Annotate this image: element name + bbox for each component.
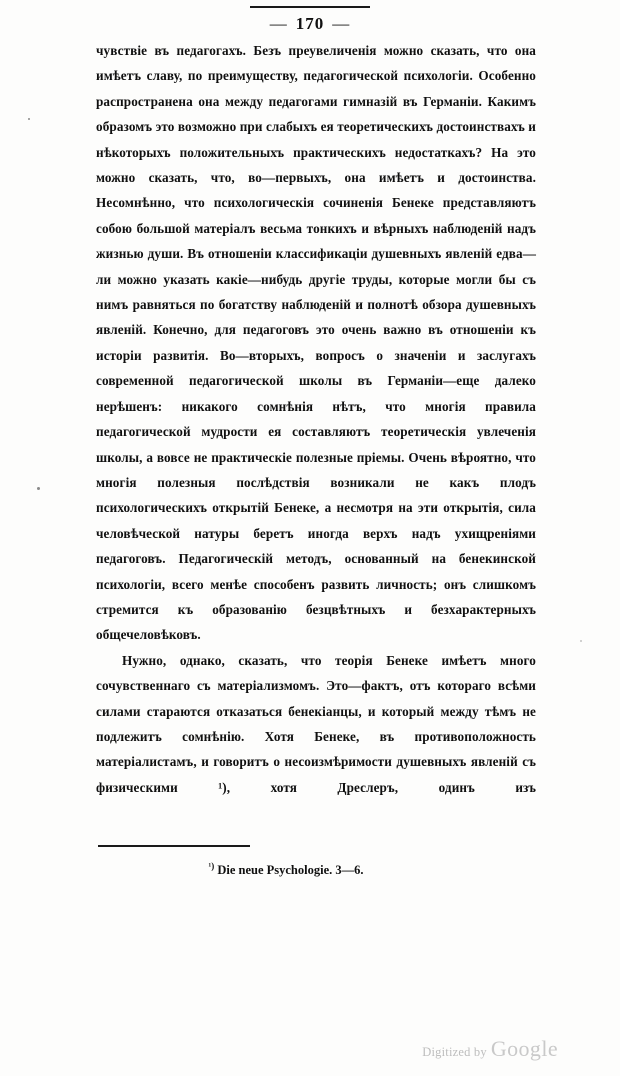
page-header bbox=[0, 0, 620, 34]
footnote-text: Die neue Psychologie. 3—6. bbox=[217, 863, 364, 878]
footnote-marker: ¹) bbox=[208, 861, 215, 871]
scan-speck bbox=[28, 118, 30, 120]
page-body bbox=[96, 38, 536, 800]
scan-speck bbox=[37, 487, 40, 490]
footnote-entry bbox=[96, 861, 476, 878]
paragraph-2: Нужно, однако, сказать, что теорія Бенеке имѣетъ много сочувственнаго съ матеріализмомъ. Это—фактъ, отъ котораго всѣми силами стараются отказаться бенекіанцы, и который между тѣмъ не подлежитъ сомнѣнію. Хотя Бенеке, въ противоположность матеріалистамъ, и говоритъ о несоизмѣримости душевныхъ явленій съ физическими ¹), хотя Дреслеръ, одинъ изъ bbox=[96, 652, 536, 795]
footnote-separator bbox=[98, 845, 250, 847]
footnote-area bbox=[96, 845, 536, 878]
digitization-watermark bbox=[422, 1036, 558, 1062]
watermark-label: Digitized by bbox=[422, 1045, 487, 1059]
page-number-value: 170 bbox=[295, 14, 325, 33]
page-number-dash-right: — bbox=[332, 14, 351, 33]
google-logo: Google bbox=[490, 1036, 558, 1061]
page-number-dash-left: — bbox=[269, 14, 288, 33]
page-number bbox=[0, 14, 620, 34]
paragraph-1: чувствіе въ педагогахъ. Безъ преувеличенія можно сказать, что она имѣетъ славу, по преимуществу, педагогической психологіи. Особенно распространена она между педагогами гимназій въ Германіи. Какимъ образомъ это возможно при слабыхъ ея теоретическихъ достоинствахъ и нѣкоторыхъ положительныхъ практическихъ недостаткахъ? На это можно сказать, что, во—первыхъ, она имѣетъ и достоинства. Несомнѣнно, что психологическія сочиненія Бенеке представляютъ собою большой матеріалъ весьма тонкихъ и вѣрныхъ наблюденій надъ жизнью души. Въ отношеніи классификаціи душевныхъ явленій едва—ли можно указать какіе—нибудь другіе труды, которые могли бы съ нимъ равняться по богатству наблюденій и полнотѣ обзора душевныхъ явленій. Конечно, для педагоговъ это очень важно въ отношеніи къ исторіи развитія. Во—вторыхъ, вопросъ о значеніи и заслугахъ современной педагогической школы въ Германіи—еще далеко нерѣшенъ: никакого сомнѣнія нѣтъ, что многія правила педагогической мудрости ея составляютъ теоретическія увлеченія школы, а вовсе не практическіе полезные пріемы. Очень вѣроятно, что многія полезныя послѣдствія возникали не какъ плодъ психологическихъ открытій Бенеке, а несмотря на эти открытія, сила человѣческой натуры беретъ иногда верхъ надъ ухищреніями педагоговъ. Педагогическій методъ, основанный на бенекинской психологіи, всего менѣе способенъ развить личность; онъ слишкомъ стремится къ образованію безцвѣтныхъ и безхарактерныхъ общечеловѣковъ. bbox=[96, 43, 536, 643]
scan-speck bbox=[580, 640, 582, 642]
header-rule bbox=[250, 6, 370, 8]
